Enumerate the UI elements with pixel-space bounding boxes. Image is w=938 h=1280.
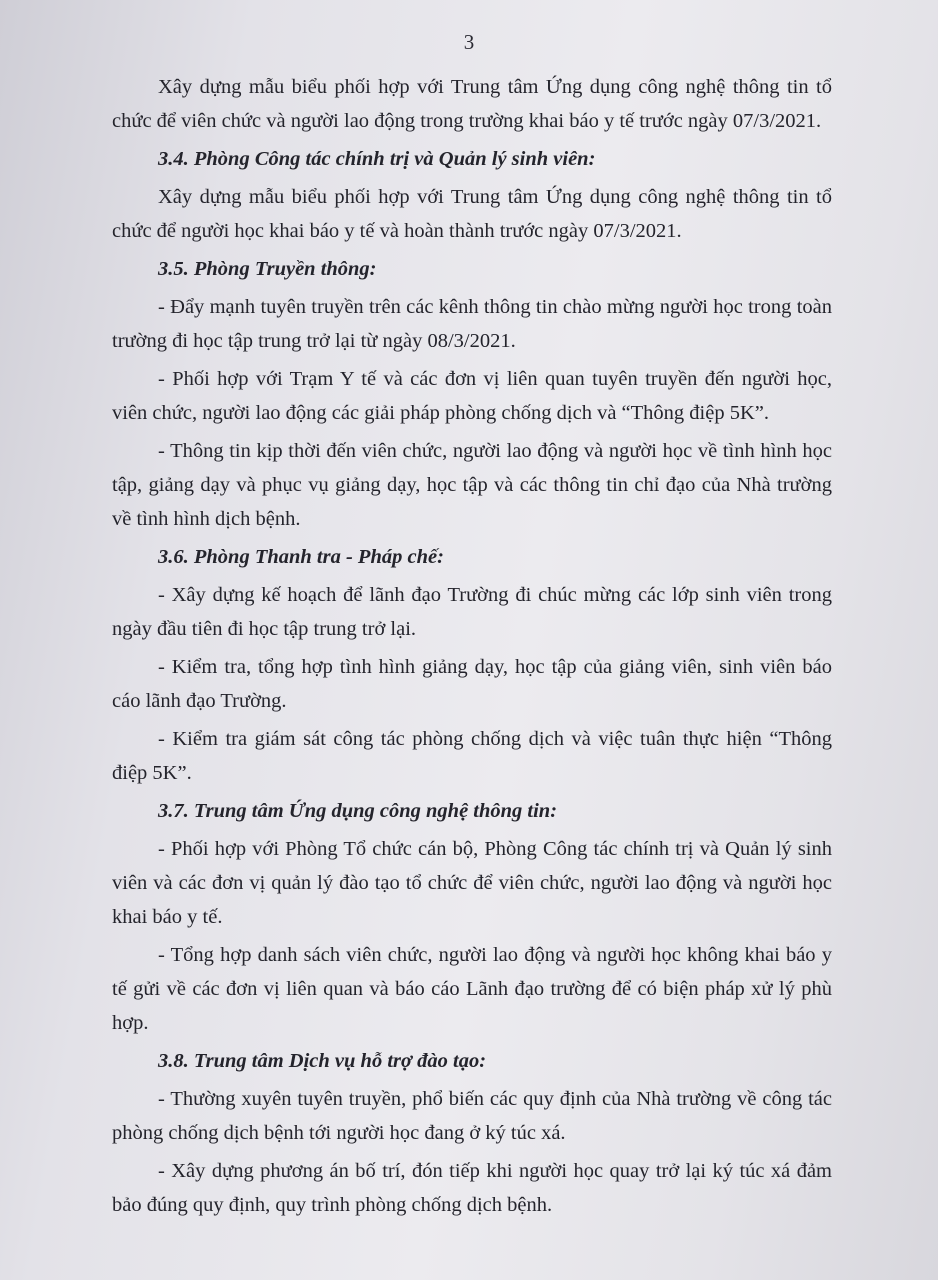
section-heading-3-6: 3.6. Phòng Thanh tra - Pháp chế: (158, 546, 444, 568)
section-heading-3-8: 3.8. Trung tâm Dịch vụ hỗ trợ đào tạo: (158, 1050, 487, 1072)
section-heading-3-4: 3.4. Phòng Công tác chính trị và Quản lý sinh viên: (158, 148, 596, 170)
section-heading-3-5: 3.5. Phòng Truyền thông: (158, 258, 377, 280)
section-heading-3-7: 3.7. Trung tâm Ứng dụng công nghệ thông tin: (158, 800, 558, 822)
paragraph: - Thường xuyên tuyên truyền, phổ biến các quy định của Nhà trường về công tác phòng chống dịch bệnh tới người học đang ở ký túc xá. (112, 1088, 832, 1144)
paragraph: - Phối hợp với Trạm Y tế và các đơn vị liên quan tuyên truyền đến người học, viên chức, người lao động các giải pháp phòng chống dịch và “Thông điệp 5K”. (112, 368, 832, 424)
paragraph: Xây dựng mẫu biểu phối hợp với Trung tâm Ứng dụng công nghệ thông tin tổ chức để viên chức và người lao động trong trường khai báo y tế trước ngày 07/3/2021. (112, 76, 832, 132)
paragraph: - Đẩy mạnh tuyên truyền trên các kênh thông tin chào mừng người học trong toàn trường đi học tập trung trở lại từ ngày 08/3/2021. (112, 296, 832, 352)
paragraph: - Thông tin kịp thời đến viên chức, người lao động và người học về tình hình học tập, giảng dạy và phục vụ giảng dạy, học tập và các thông tin chỉ đạo của Nhà trường về tình hình dịch bệnh. (112, 440, 832, 530)
document-body (112, 70, 832, 1226)
paragraph: - Tổng hợp danh sách viên chức, người lao động và người học không khai báo y tế gửi về các đơn vị liên quan và báo cáo Lãnh đạo trường để có biện pháp xử lý phù hợp. (112, 944, 832, 1034)
paragraph: - Xây dựng kế hoạch để lãnh đạo Trường đi chúc mừng các lớp sinh viên trong ngày đầu tiên đi học tập trung trở lại. (112, 584, 832, 640)
paragraph: Xây dựng mẫu biểu phối hợp với Trung tâm Ứng dụng công nghệ thông tin tổ chức để người học khai báo y tế và hoàn thành trước ngày 07/3/2021. (112, 186, 832, 242)
paragraph: - Phối hợp với Phòng Tổ chức cán bộ, Phòng Công tác chính trị và Quản lý sinh viên và các đơn vị quản lý đào tạo tổ chức để viên chức, người lao động và người học khai báo y tế. (112, 838, 832, 928)
page-number: 3 (463, 30, 475, 54)
paragraph: - Kiểm tra, tổng hợp tình hình giảng dạy, học tập của giảng viên, sinh viên báo cáo lãnh đạo Trường. (112, 656, 832, 712)
paragraph: - Kiểm tra giám sát công tác phòng chống dịch và việc tuân thực hiện “Thông điệp 5K”. (112, 728, 832, 784)
paragraph: - Xây dựng phương án bố trí, đón tiếp khi người học quay trở lại ký túc xá đảm bảo đúng quy định, quy trình phòng chống dịch bệnh. (112, 1160, 832, 1216)
